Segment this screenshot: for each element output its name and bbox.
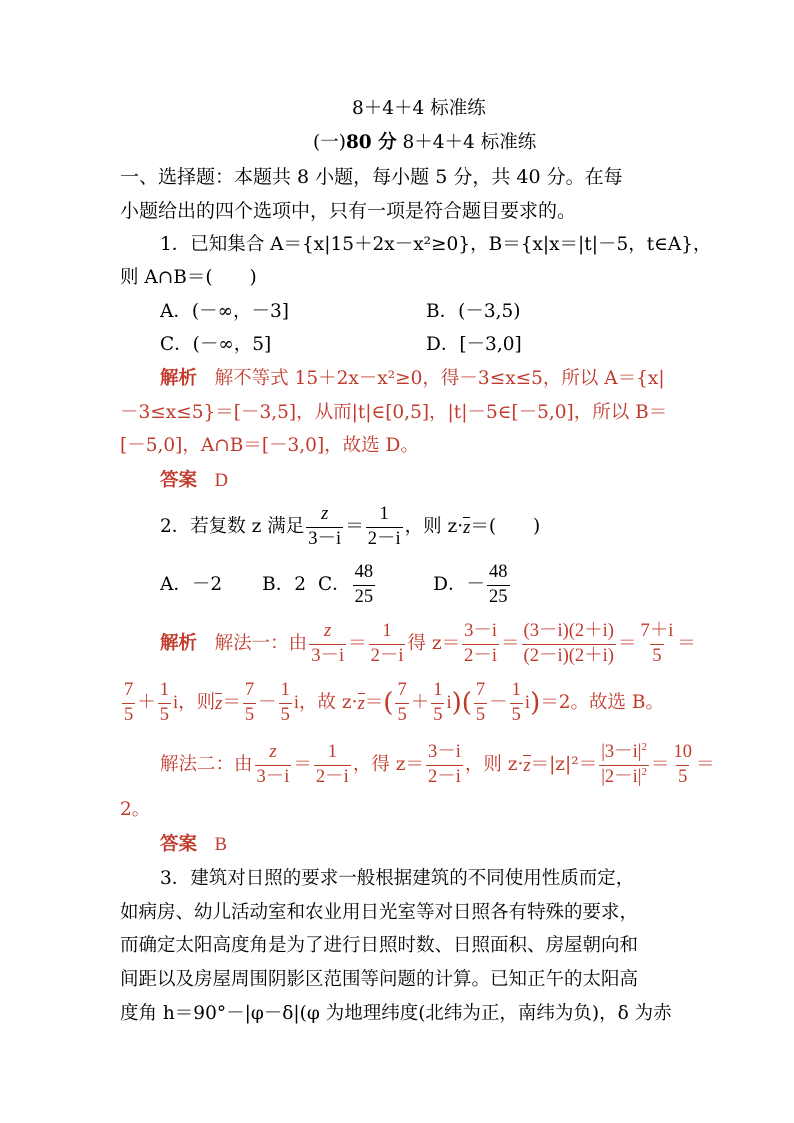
q2-option-c-den: 25 bbox=[354, 586, 374, 607]
section-heading-line1: 一、选择题：本题共 8 小题，每小题 5 分，共 40 分。在每 bbox=[120, 166, 623, 188]
q1-stem-line1 bbox=[160, 236, 712, 255]
q1-number: 1． bbox=[160, 234, 191, 255]
q2-answer-label: 答案 bbox=[160, 834, 198, 855]
q1-stem-line2: 则 A∩B＝( ) bbox=[120, 267, 257, 288]
q2-z-conjugate: z bbox=[463, 517, 471, 538]
q2-option-c-num: 48 bbox=[354, 562, 374, 583]
q2-method1-label: 解法一：由 bbox=[214, 632, 308, 654]
q1-option-d: D．[－3,0] bbox=[426, 334, 522, 355]
q1-analysis-label: 解析 bbox=[160, 368, 198, 389]
q2-method2-text2: ，则 z· bbox=[464, 753, 524, 775]
q2-option-b: B．2 bbox=[262, 573, 307, 595]
q2-stem-pre: 若复数 z 满足 bbox=[190, 515, 305, 537]
q1-answer-label: 答案 bbox=[160, 470, 198, 491]
subtitle-prefix: (一) bbox=[313, 132, 346, 153]
q2-option-a: A．－2 bbox=[160, 573, 223, 595]
q1-stem-text: 已知集合 A＝{x|15＋2x－x²≥0}，B＝{x|x＝|t|－5，t∈A}， bbox=[190, 234, 712, 255]
q2-frac-1-over-2-i: 1 2－i bbox=[367, 504, 401, 549]
q1-analysis-line3: [－5,0]，A∩B＝[－3,0]，故选 D。 bbox=[120, 435, 419, 456]
q3-line3: 而确定太阳高度角是为了进行日照时数、日照面积、房屋朝向和 bbox=[120, 935, 639, 956]
q2-method1-text1: 得 z＝ bbox=[407, 632, 461, 654]
q1-option-b: B．(－3,5) bbox=[426, 301, 521, 322]
q3-number: 3． bbox=[160, 868, 191, 889]
q2-option-c-label: C． bbox=[318, 574, 351, 595]
q3-line4: 间距以及房屋周围阴影区范围等问题的计算。已知正午的太阳高 bbox=[120, 969, 639, 990]
q2-analysis-line1: 解析 解法一：由 z 3－i ＝ 1 2－i 得 z＝ 3－i 2－i ＝ (3－i)(2＋i) (2－i)(2＋i) ＝ 7＋i 5 ＝ bbox=[160, 621, 696, 666]
q3-text1: 建筑对日照的要求一般根据建筑的不同使用性质而定， bbox=[190, 868, 635, 889]
q2-method1-end: ＝2。故选 B。 bbox=[540, 691, 664, 713]
q2-answer-value: B bbox=[214, 835, 228, 855]
page-title: 8＋4＋4 标准练 bbox=[352, 98, 486, 119]
q3-line1 bbox=[160, 870, 634, 889]
q2-option-d bbox=[433, 563, 511, 607]
q1-option-c: C．(－∞，5] bbox=[160, 334, 272, 355]
q2-analysis-line3: 解法二：由 z 3－i ＝ 1 2－i ，得 z＝ 3－i 2－i ，则 z· z ＝|z|²＝ $|3-i|^2$ $|2-i|^2$ ＝ 10 5 ＝ bbox=[160, 741, 715, 787]
q2-frac-z-over-3-i: z 3－i bbox=[308, 504, 342, 549]
subtitle-score: 80 分 bbox=[345, 132, 397, 153]
q2-stem: 2． 若复数 z 满足 z 3－i ＝ 1 2－i ，则 z· z ＝( ) bbox=[160, 504, 541, 549]
q2-answer bbox=[160, 836, 227, 855]
q2-method2-label: 解法二：由 bbox=[160, 753, 253, 775]
q2-number: 2． bbox=[160, 515, 191, 537]
q2-option-d-label: D．－ bbox=[433, 574, 486, 595]
q3-line2: 如病房、幼儿活动室和农业用日光室等对日照各有特殊的要求， bbox=[120, 902, 639, 923]
q2-stem-post: ＝( ) bbox=[470, 515, 541, 537]
q2-analysis-label: 解析 bbox=[160, 632, 198, 654]
q1-answer-value: D bbox=[214, 471, 229, 491]
q1-analysis-text1: 解不等式 15＋2x－x²≥0，得－3≤x≤5，所以 A＝{x| bbox=[214, 368, 665, 389]
q1-option-a: A．(－∞，－3] bbox=[160, 301, 289, 322]
q2-analysis-line4: 2。 bbox=[120, 799, 151, 820]
q2-options bbox=[160, 560, 512, 610]
q3-line5: 度角 h＝90°－|φ－δ|(φ 为地理纬度(北纬为正，南纬为负)，δ 为赤 bbox=[120, 1003, 672, 1024]
q2-method2-text3: ＝|z|²＝ bbox=[530, 753, 598, 775]
subtitle-suffix: 8＋4＋4 标准练 bbox=[402, 132, 537, 153]
q2-stem-mid: ，则 z· bbox=[404, 515, 464, 537]
q2-option-c bbox=[318, 563, 377, 607]
q2-option-d-den: 25 bbox=[489, 586, 508, 607]
q2-method2-text1: ，得 z＝ bbox=[352, 753, 424, 775]
q2-analysis-line2: 7 5 ＋ 1 5 i ，则 z ＝ 7 5 － 1 5 i ，故 z· z ＝ ( 7 5 ＋ 1 5 i ) ( 7 5 － 1 5 i ) ＝2。故选 B。 bbox=[124, 680, 664, 725]
q2-method1-then: ，则 bbox=[178, 691, 216, 713]
page-subtitle bbox=[313, 134, 536, 153]
q1-answer bbox=[160, 472, 228, 491]
q1-analysis-line2: －3≤x≤5}＝[－3,5]，从而|t|∈[0,5]，|t|－5∈[－5,0]，所以 B＝ bbox=[120, 402, 668, 423]
q2-method1-therefore: ，故 z· bbox=[299, 691, 358, 713]
q2-option-d-num: 48 bbox=[489, 562, 508, 583]
section-heading-line2: 小题给出的四个选项中，只有一项是符合题目要求的。 bbox=[120, 200, 577, 222]
q1-analysis-line1 bbox=[160, 370, 665, 389]
